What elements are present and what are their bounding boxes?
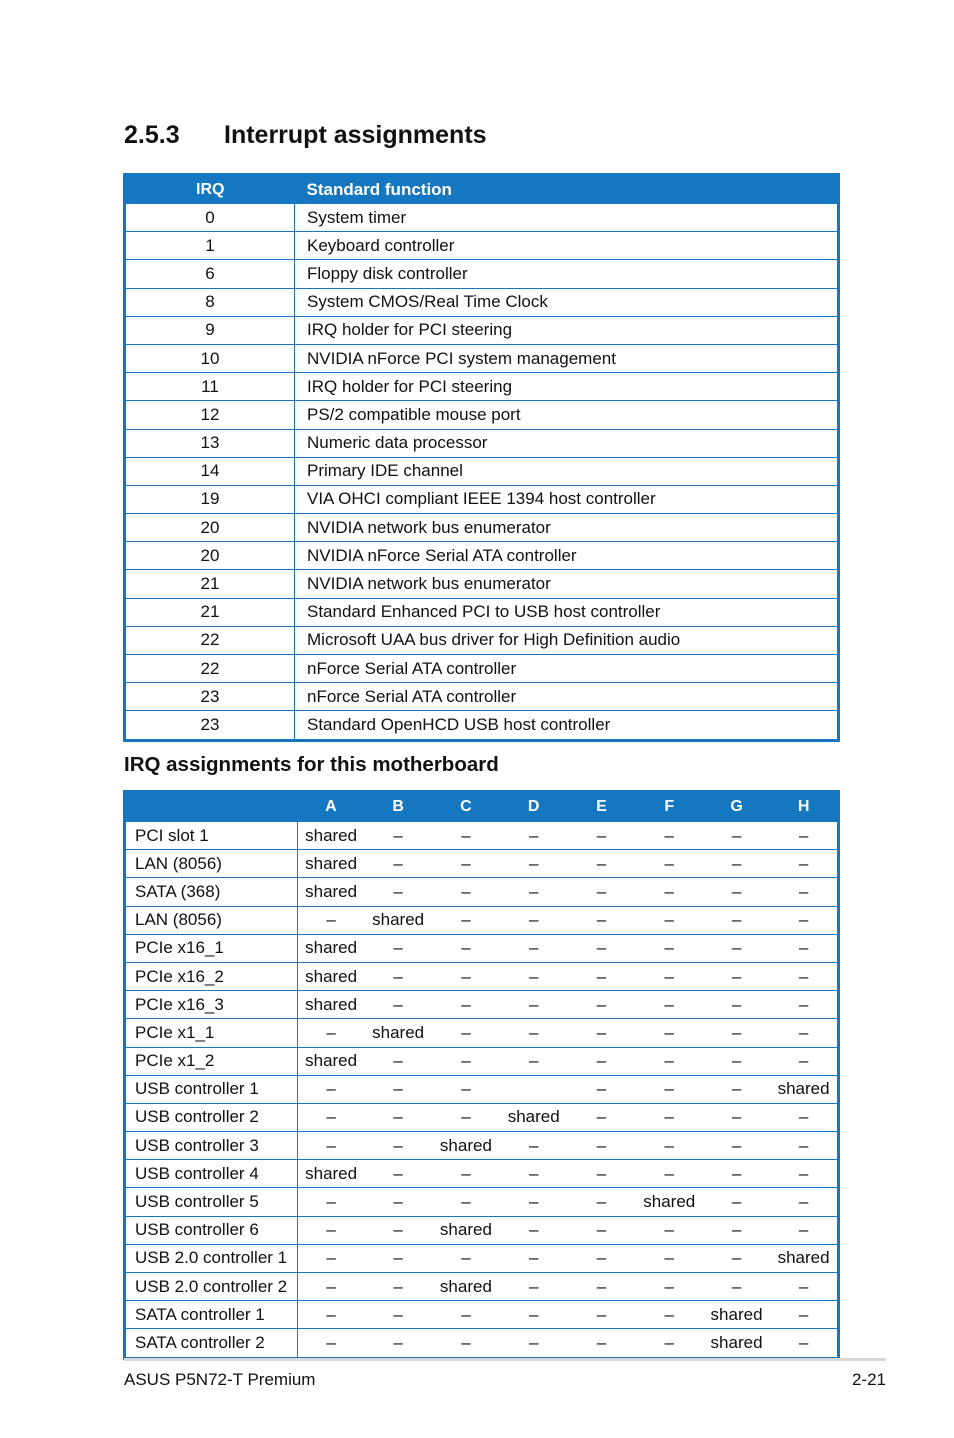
assignment-cell: – <box>500 1160 567 1188</box>
device-name-cell: LAN (8056) <box>125 906 298 934</box>
assignment-cell: – <box>636 1103 703 1131</box>
assignment-cell: – <box>432 1047 500 1075</box>
footer-divider <box>124 1358 886 1361</box>
assignment-cell: – <box>703 1103 770 1131</box>
assignment-cell: – <box>500 962 567 990</box>
assignment-cell: shared <box>297 878 364 906</box>
table-row <box>125 962 839 990</box>
assignment-cell: – <box>770 962 838 990</box>
assignment-cell: – <box>365 1188 432 1216</box>
assignment-cell: – <box>636 1301 703 1329</box>
assignment-cell: – <box>297 1329 364 1358</box>
assignment-cell: – <box>636 850 703 878</box>
assignment-cell: – <box>500 1244 567 1272</box>
assignment-cell: – <box>432 991 500 1019</box>
table-row <box>125 626 839 654</box>
table-row <box>125 906 839 934</box>
table-row <box>125 401 839 429</box>
assignment-cell: – <box>365 991 432 1019</box>
irq-number-cell: 10 <box>125 344 295 372</box>
standard-function-cell: System CMOS/Real Time Clock <box>295 288 839 316</box>
device-name-cell: PCIe x1_1 <box>125 1019 298 1047</box>
device-name-cell: USB controller 1 <box>125 1075 298 1103</box>
assignment-cell: – <box>432 878 500 906</box>
assignment-cell: – <box>432 850 500 878</box>
assignment-cell: – <box>703 991 770 1019</box>
device-name-cell: USB controller 5 <box>125 1188 298 1216</box>
table-row <box>125 232 839 260</box>
table-row <box>125 1132 839 1160</box>
assignment-cell: – <box>567 934 635 962</box>
assignment-cell: shared <box>297 1160 364 1188</box>
device-name-cell: USB controller 3 <box>125 1132 298 1160</box>
assignment-cell: – <box>365 962 432 990</box>
assignment-cell: – <box>636 991 703 1019</box>
assignment-cell: – <box>297 1103 364 1131</box>
assignment-cell: – <box>703 1160 770 1188</box>
assignment-cell: – <box>770 850 838 878</box>
table-row <box>125 655 839 683</box>
assignment-cell: – <box>432 906 500 934</box>
assignment-cell: – <box>500 1019 567 1047</box>
assignment-cell: – <box>365 1244 432 1272</box>
table-row <box>125 1075 839 1103</box>
assignment-cell: – <box>567 850 635 878</box>
assignment-cell: – <box>703 1075 770 1103</box>
standard-function-cell: Numeric data processor <box>295 429 839 457</box>
assignment-cell: – <box>432 1019 500 1047</box>
assignment-cell: shared <box>297 822 364 850</box>
assignment-cell: – <box>365 822 432 850</box>
assignment-cell: – <box>365 934 432 962</box>
table-row <box>125 1188 839 1216</box>
assignment-cell: – <box>703 906 770 934</box>
table-row <box>125 934 839 962</box>
device-name-cell: USB controller 4 <box>125 1160 298 1188</box>
assignment-cell: – <box>703 1019 770 1047</box>
irq-number-cell: 20 <box>125 514 295 542</box>
assignment-cell: – <box>567 1301 635 1329</box>
assignment-cell: – <box>567 1132 635 1160</box>
assignment-cell: – <box>365 1301 432 1329</box>
assignment-cell: shared <box>432 1273 500 1301</box>
assignment-cell: – <box>770 1103 838 1131</box>
assignment-cell: – <box>567 1160 635 1188</box>
assignment-cell: – <box>567 1188 635 1216</box>
assignment-cell: – <box>703 878 770 906</box>
assignment-cell: – <box>500 850 567 878</box>
standard-function-cell: Keyboard controller <box>295 232 839 260</box>
table-row <box>125 1019 839 1047</box>
assignment-cell: shared <box>703 1329 770 1358</box>
irq-number-cell: 23 <box>125 683 295 711</box>
irq-assignments-heading: IRQ assignments for this motherboard <box>124 753 499 776</box>
assignment-cell: – <box>770 1047 838 1075</box>
assignment-cell: shared <box>636 1188 703 1216</box>
assignment-cell: – <box>365 1329 432 1358</box>
assignment-cell: – <box>297 906 364 934</box>
assignment-cell: – <box>432 962 500 990</box>
assignment-cell: – <box>567 1329 635 1358</box>
assignment-cell: shared <box>432 1132 500 1160</box>
irq-number-cell: 14 <box>125 457 295 485</box>
standard-function-cell: IRQ holder for PCI steering <box>295 373 839 401</box>
assignment-cell: – <box>636 962 703 990</box>
assignment-cell: – <box>567 878 635 906</box>
assignment-cell: – <box>636 822 703 850</box>
standard-function-cell: NVIDIA nForce PCI system management <box>295 344 839 372</box>
assignment-cell: shared <box>297 962 364 990</box>
assignment-cell <box>500 1075 567 1103</box>
standard-function-cell: System timer <box>295 204 839 232</box>
assignment-cell: shared <box>297 850 364 878</box>
assignment-cell: shared <box>297 991 364 1019</box>
table-row <box>125 1329 839 1358</box>
assignment-cell: shared <box>500 1103 567 1131</box>
footer-page-number: 2-21 <box>851 1370 886 1389</box>
table-row <box>125 991 839 1019</box>
table-row <box>125 485 839 513</box>
device-name-cell: PCIe x16_2 <box>125 962 298 990</box>
header-int-3: C <box>432 792 500 822</box>
assignment-cell: – <box>636 1160 703 1188</box>
table-header-row <box>125 792 839 822</box>
assignment-cell: – <box>703 1047 770 1075</box>
table-row <box>125 878 839 906</box>
assignment-cell: – <box>500 991 567 1019</box>
assignment-cell: – <box>703 850 770 878</box>
table-row <box>125 542 839 570</box>
assignment-cell: – <box>297 1019 364 1047</box>
device-name-cell: PCIe x1_2 <box>125 1047 298 1075</box>
assignment-cell: – <box>703 822 770 850</box>
assignment-cell: – <box>365 1216 432 1244</box>
assignment-cell: – <box>770 991 838 1019</box>
irq-number-cell: 19 <box>125 485 295 513</box>
standard-function-cell: Microsoft UAA bus driver for High Definition audio <box>295 626 839 654</box>
section-number: 2.5.3 <box>124 121 180 149</box>
assignment-cell: – <box>770 1019 838 1047</box>
standard-function-cell: Standard OpenHCD USB host controller <box>295 711 839 740</box>
header-int-6: F <box>636 792 703 822</box>
table-row <box>125 1160 839 1188</box>
standard-function-cell: Primary IDE channel <box>295 457 839 485</box>
assignment-cell: – <box>500 1329 567 1358</box>
assignment-cell: – <box>636 1216 703 1244</box>
assignment-cell: – <box>297 1132 364 1160</box>
assignment-cell: – <box>567 1019 635 1047</box>
assignment-cell: – <box>500 878 567 906</box>
irq-number-cell: 23 <box>125 711 295 740</box>
assignment-cell: – <box>770 1132 838 1160</box>
irq-standard-function-table <box>123 173 840 742</box>
standard-function-cell: VIA OHCI compliant IEEE 1394 host controller <box>295 485 839 513</box>
assignment-cell: – <box>432 1329 500 1358</box>
assignment-cell: – <box>500 934 567 962</box>
table-row <box>125 683 839 711</box>
assignment-cell: – <box>636 1019 703 1047</box>
table-row <box>125 1273 839 1301</box>
assignment-cell: – <box>432 1103 500 1131</box>
device-name-cell: USB controller 6 <box>125 1216 298 1244</box>
irq-number-cell: 13 <box>125 429 295 457</box>
assignment-cell: – <box>703 962 770 990</box>
assignment-cell: – <box>297 1273 364 1301</box>
standard-function-cell: Floppy disk controller <box>295 260 839 288</box>
assignment-cell: shared <box>297 934 364 962</box>
assignment-cell: shared <box>365 906 432 934</box>
irq-number-cell: 8 <box>125 288 295 316</box>
irq-number-cell: 11 <box>125 373 295 401</box>
assignment-cell: – <box>500 1273 567 1301</box>
assignment-cell: – <box>297 1216 364 1244</box>
assignment-cell: – <box>770 1273 838 1301</box>
assignment-cell: – <box>567 991 635 1019</box>
assignment-cell: – <box>703 1273 770 1301</box>
assignment-cell: – <box>703 1244 770 1272</box>
irq-number-cell: 20 <box>125 542 295 570</box>
table-row <box>125 598 839 626</box>
header-int-7: G <box>703 792 770 822</box>
section-title: Interrupt assignments <box>224 121 487 149</box>
header-int-5: E <box>567 792 635 822</box>
device-name-cell: SATA controller 1 <box>125 1301 298 1329</box>
standard-function-cell: NVIDIA nForce Serial ATA controller <box>295 542 839 570</box>
header-irq: IRQ <box>125 175 295 204</box>
assignment-cell: – <box>567 1075 635 1103</box>
table-row <box>125 1301 839 1329</box>
assignment-cell: – <box>636 1329 703 1358</box>
table-row <box>125 1103 839 1131</box>
assignment-cell: – <box>636 878 703 906</box>
assignment-cell: – <box>500 1188 567 1216</box>
assignment-cell: – <box>770 906 838 934</box>
assignment-cell: – <box>365 850 432 878</box>
assignment-cell: – <box>365 1047 432 1075</box>
standard-function-cell: nForce Serial ATA controller <box>295 683 839 711</box>
assignment-cell: – <box>636 1244 703 1272</box>
assignment-cell: – <box>770 1160 838 1188</box>
assignment-cell: – <box>432 1301 500 1329</box>
assignment-cell: – <box>636 1273 703 1301</box>
assignment-cell: – <box>567 962 635 990</box>
assignment-cell: – <box>567 1244 635 1272</box>
device-name-cell: SATA controller 2 <box>125 1329 298 1358</box>
assignment-cell: – <box>500 1047 567 1075</box>
irq-assignment-table <box>123 790 840 1360</box>
table-row <box>125 373 839 401</box>
assignment-cell: – <box>703 1188 770 1216</box>
assignment-cell: – <box>770 1188 838 1216</box>
header-device <box>125 792 298 822</box>
assignment-cell: – <box>636 1132 703 1160</box>
assignment-cell: – <box>636 906 703 934</box>
table-row <box>125 822 839 850</box>
assignment-cell: – <box>365 1075 432 1103</box>
assignment-cell: – <box>770 1216 838 1244</box>
standard-function-cell: Standard Enhanced PCI to USB host controller <box>295 598 839 626</box>
assignment-cell: – <box>567 822 635 850</box>
assignment-cell: – <box>770 934 838 962</box>
standard-function-cell: PS/2 compatible mouse port <box>295 401 839 429</box>
irq-number-cell: 21 <box>125 598 295 626</box>
device-name-cell: LAN (8056) <box>125 850 298 878</box>
assignment-cell: – <box>770 878 838 906</box>
header-int-8: H <box>770 792 838 822</box>
irq-number-cell: 9 <box>125 316 295 344</box>
device-name-cell: PCIe x16_3 <box>125 991 298 1019</box>
irq-number-cell: 22 <box>125 655 295 683</box>
assignment-cell: – <box>770 1329 838 1358</box>
device-name-cell: USB controller 2 <box>125 1103 298 1131</box>
assignment-cell: – <box>500 822 567 850</box>
table-row <box>125 260 839 288</box>
table-row <box>125 429 839 457</box>
standard-function-cell: NVIDIA network bus enumerator <box>295 570 839 598</box>
assignment-cell: – <box>365 1132 432 1160</box>
table-row <box>125 711 839 740</box>
assignment-cell: – <box>297 1244 364 1272</box>
assignment-cell: – <box>365 1103 432 1131</box>
table-row <box>125 850 839 878</box>
assignment-cell: – <box>567 1216 635 1244</box>
assignment-cell: shared <box>770 1244 838 1272</box>
assignment-cell: – <box>567 906 635 934</box>
table-row <box>125 204 839 232</box>
standard-function-cell: IRQ holder for PCI steering <box>295 316 839 344</box>
assignment-cell: – <box>636 934 703 962</box>
table-row <box>125 1244 839 1272</box>
table-row <box>125 316 839 344</box>
irq-number-cell: 21 <box>125 570 295 598</box>
table-row <box>125 457 839 485</box>
standard-function-cell: nForce Serial ATA controller <box>295 655 839 683</box>
assignment-cell: – <box>500 1301 567 1329</box>
assignment-cell: – <box>770 1301 838 1329</box>
assignment-cell: – <box>567 1273 635 1301</box>
assignment-cell: – <box>636 1047 703 1075</box>
assignment-cell: – <box>432 934 500 962</box>
assignment-cell: – <box>500 1216 567 1244</box>
assignment-cell: – <box>567 1103 635 1131</box>
assignment-cell: – <box>432 1075 500 1103</box>
assignment-cell: – <box>297 1188 364 1216</box>
assignment-cell: shared <box>297 1047 364 1075</box>
assignment-cell: shared <box>432 1216 500 1244</box>
header-int-2: B <box>365 792 432 822</box>
table-row <box>125 344 839 372</box>
irq-number-cell: 0 <box>125 204 295 232</box>
table-row <box>125 570 839 598</box>
header-int-1: A <box>297 792 364 822</box>
assignment-cell: shared <box>770 1075 838 1103</box>
assignment-cell: – <box>770 822 838 850</box>
device-name-cell: SATA (368) <box>125 878 298 906</box>
assignment-cell: – <box>432 1160 500 1188</box>
assignment-cell: shared <box>703 1301 770 1329</box>
assignment-cell: – <box>567 1047 635 1075</box>
irq-number-cell: 22 <box>125 626 295 654</box>
assignment-cell: – <box>297 1301 364 1329</box>
assignment-cell: – <box>703 934 770 962</box>
header-standard-function: Standard function <box>295 175 839 204</box>
assignment-cell: – <box>365 1160 432 1188</box>
assignment-cell: – <box>297 1075 364 1103</box>
footer-product-name: ASUS P5N72-T Premium <box>124 1370 316 1389</box>
header-int-4: D <box>500 792 567 822</box>
assignment-cell: shared <box>365 1019 432 1047</box>
device-name-cell: USB 2.0 controller 1 <box>125 1244 298 1272</box>
assignment-cell: – <box>365 878 432 906</box>
assignment-cell: – <box>500 1132 567 1160</box>
assignment-cell: – <box>432 1188 500 1216</box>
assignment-cell: – <box>500 906 567 934</box>
assignment-cell: – <box>365 1273 432 1301</box>
table-header-row <box>125 175 839 204</box>
irq-number-cell: 1 <box>125 232 295 260</box>
assignment-cell: – <box>703 1132 770 1160</box>
standard-function-cell: NVIDIA network bus enumerator <box>295 514 839 542</box>
device-name-cell: USB 2.0 controller 2 <box>125 1273 298 1301</box>
assignment-cell: – <box>432 1244 500 1272</box>
assignment-cell: – <box>432 822 500 850</box>
irq-number-cell: 6 <box>125 260 295 288</box>
table-row <box>125 288 839 316</box>
table-row <box>125 1047 839 1075</box>
irq-number-cell: 12 <box>125 401 295 429</box>
device-name-cell: PCI slot 1 <box>125 822 298 850</box>
table-row <box>125 1216 839 1244</box>
device-name-cell: PCIe x16_1 <box>125 934 298 962</box>
assignment-cell: – <box>636 1075 703 1103</box>
assignment-cell: – <box>703 1216 770 1244</box>
table-row <box>125 514 839 542</box>
section-heading <box>124 121 487 150</box>
